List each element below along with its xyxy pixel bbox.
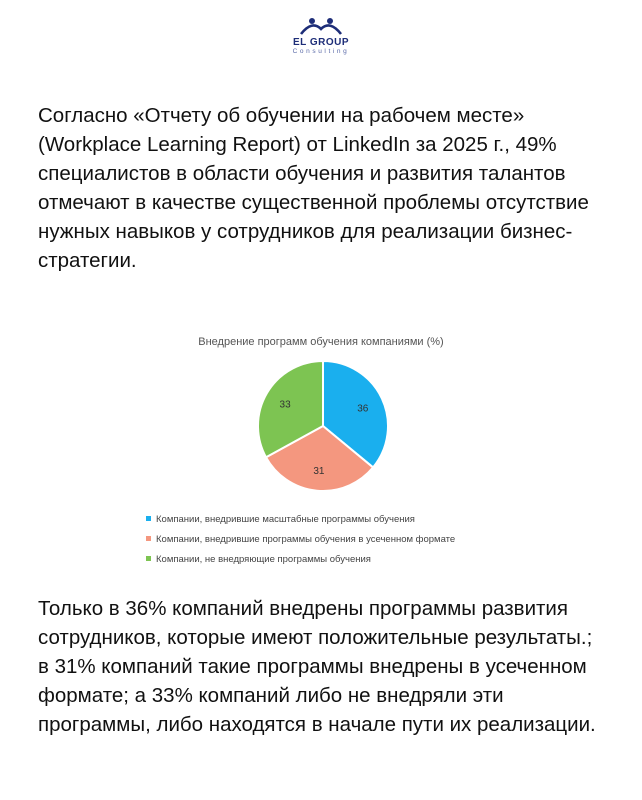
logo-name: EL GROUP — [292, 37, 350, 48]
summary-paragraph: Только в 36% компаний внедрены программы развития сотрудников, которые имеют положительные результаты.; в 31% компаний такие программы внедрены в усеченном формате; а 33% компаний либо не внедряли эти программы, либо находятся в начале пути их реализации. — [38, 597, 596, 736]
legend-marker — [146, 536, 151, 541]
legend-label: Компании, внедрившие программы обучения в усеченном формате — [156, 534, 456, 545]
chart-legend — [146, 510, 455, 570]
intro-paragraph: Согласно «Отчету об обучении на рабочем месте» (Workplace Learning Report) от LinkedIn за 2025 г., 49% специалистов в области обучения и развития талантов отмечают в качестве существенной проблемы отсутствие нужных навыков у сотрудников для реализации бизнес-стратегии. — [38, 104, 589, 272]
legend-label: Компании, внедрившие масштабные программы обучения — [156, 514, 415, 525]
pie-svg — [0, 330, 642, 505]
slice-value-label-1: 31 — [313, 465, 325, 477]
legend-item-1 — [146, 530, 455, 550]
slice-value-label-2: 33 — [279, 399, 291, 411]
people-icon — [298, 16, 344, 36]
legend-marker — [146, 516, 151, 521]
legend-item-0 — [146, 510, 455, 530]
pie-chart — [0, 330, 642, 570]
legend-marker — [146, 556, 151, 561]
legend-item-2 — [146, 550, 455, 570]
chart-title: Внедрение программ обучения компаниями (%) — [198, 336, 444, 348]
logo — [277, 16, 365, 66]
logo-subtitle: Consulting — [292, 48, 350, 55]
legend-label: Компании, не внедряющие программы обучения — [156, 554, 371, 565]
slice-value-label-0: 36 — [357, 403, 369, 415]
